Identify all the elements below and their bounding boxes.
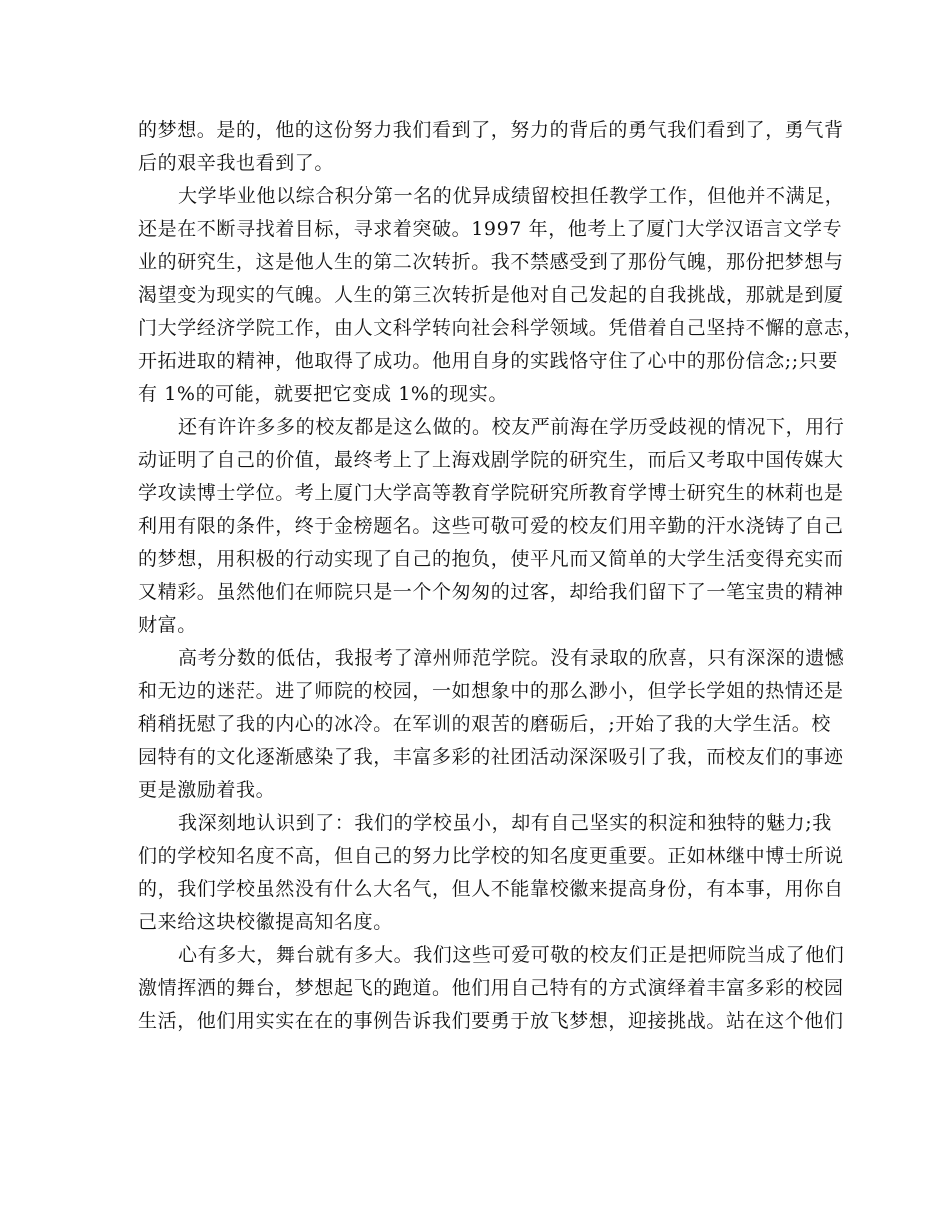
text-line: 己来给这块校徽提高知名度。 [138,911,393,933]
text-line: 的梦想，用积极的行动实现了自己的抱负，使平凡而又简单的大学生活变得充实而 [138,548,844,570]
text-line: 园特有的文化逐渐感染了我，丰富多彩的社团活动深深吸引了我，而校友们的事迹 [138,746,844,768]
text-line: 利用有限的条件，终于金榜题名。这些可敬可爱的校友们用辛勤的汗水浇铸了自己 [138,515,844,537]
text-line: 和无边的迷茫。进了师院的校园，一如想象中的那么渺小，但学长学姐的热情还是 [138,680,844,702]
paragraph-5 [138,807,844,939]
paragraph-4 [138,642,845,807]
paragraph-6 [138,939,845,1038]
text-line: 学攻读博士学位。考上厦门大学高等教育学院研究所教育学博士研究生的林莉也是 [138,482,844,504]
document-body [138,114,864,1038]
text-line: 生活，他们用实实在在的事例告诉我们要勇于放飞梦想，迎接挑战。站在这个他们 [138,1010,844,1032]
text-line: 还是在不断寻找着目标，寻求着突破。1997 年，他考上了厦门大学汉语言文学专 [138,218,843,240]
text-line: 还有许许多多的校友都是这么做的。校友严前海在学历受歧视的情况下，用行 [178,416,845,438]
paragraph-2 [138,180,864,411]
text-line: 开拓进取的精神，他取得了成功。他用自身的实践恪守住了心中的那份信念;;只要 [138,350,839,372]
text-line: 业的研究生，这是他人生的第二次转折。我不禁感受到了那份气魄，那份把梦想与 [138,251,844,273]
text-line: 渴望变为现实的气魄。人生的第三次转折是他对自己发起的自我挑战，那就是到厦 [138,284,844,306]
text-line: 又精彩。虽然他们在师院只是一个个匆匆的过客，却给我们留下了一笔宝贵的精神 [138,581,844,603]
text-line: 激情挥洒的舞台，梦想起飞的跑道。他们用自己特有的方式演绎着丰富多彩的校园 [138,977,844,999]
text-line: 有 1%的可能，就要把它变成 1%的现实。 [138,383,508,405]
paragraph-3 [138,411,845,642]
text-line: 动证明了自己的价值，最终考上了上海戏剧学院的研究生，而后又考取中国传媒大 [138,449,844,471]
text-line: 大学毕业他以综合积分第一名的优异成绩留校担任教学工作，但他并不满足， [178,185,845,207]
text-line: 后的艰辛我也看到了。 [138,152,335,174]
text-line: 心有多大，舞台就有多大。我们这些可爱可敬的校友们正是把师院当成了他们 [178,944,845,966]
text-line: 我深刻地认识到了：我们的学校虽小，却有自己坚实的积淀和独特的魅力;我 [178,812,832,834]
text-line: 财富。 [138,614,197,636]
text-line: 门大学经济学院工作，由人文科学转向社会科学领域。凭借着自己坚持不懈的意志， [138,317,864,339]
text-line: 稍稍抚慰了我的内心的冰冷。在军训的艰苦的磨砺后，;开始了我的大学生活。校 [138,713,832,735]
text-line: 更是激励着我。 [138,779,276,801]
text-line: 高考分数的低估，我报考了漳州师范学院。没有录取的欣喜，只有深深的遗憾 [178,647,845,669]
text-line: 的梦想。是的，他的这份努力我们看到了，努力的背后的勇气我们看到了，勇气背 [138,119,844,141]
text-line: 们的学校知名度不高，但自己的努力比学校的知名度更重要。正如林继中博士所说 [138,845,844,867]
text-line: 的，我们学校虽然没有什么大名气，但人不能靠校徽来提高身份，有本事，用你自 [138,878,844,900]
paragraph-1 [138,114,844,180]
